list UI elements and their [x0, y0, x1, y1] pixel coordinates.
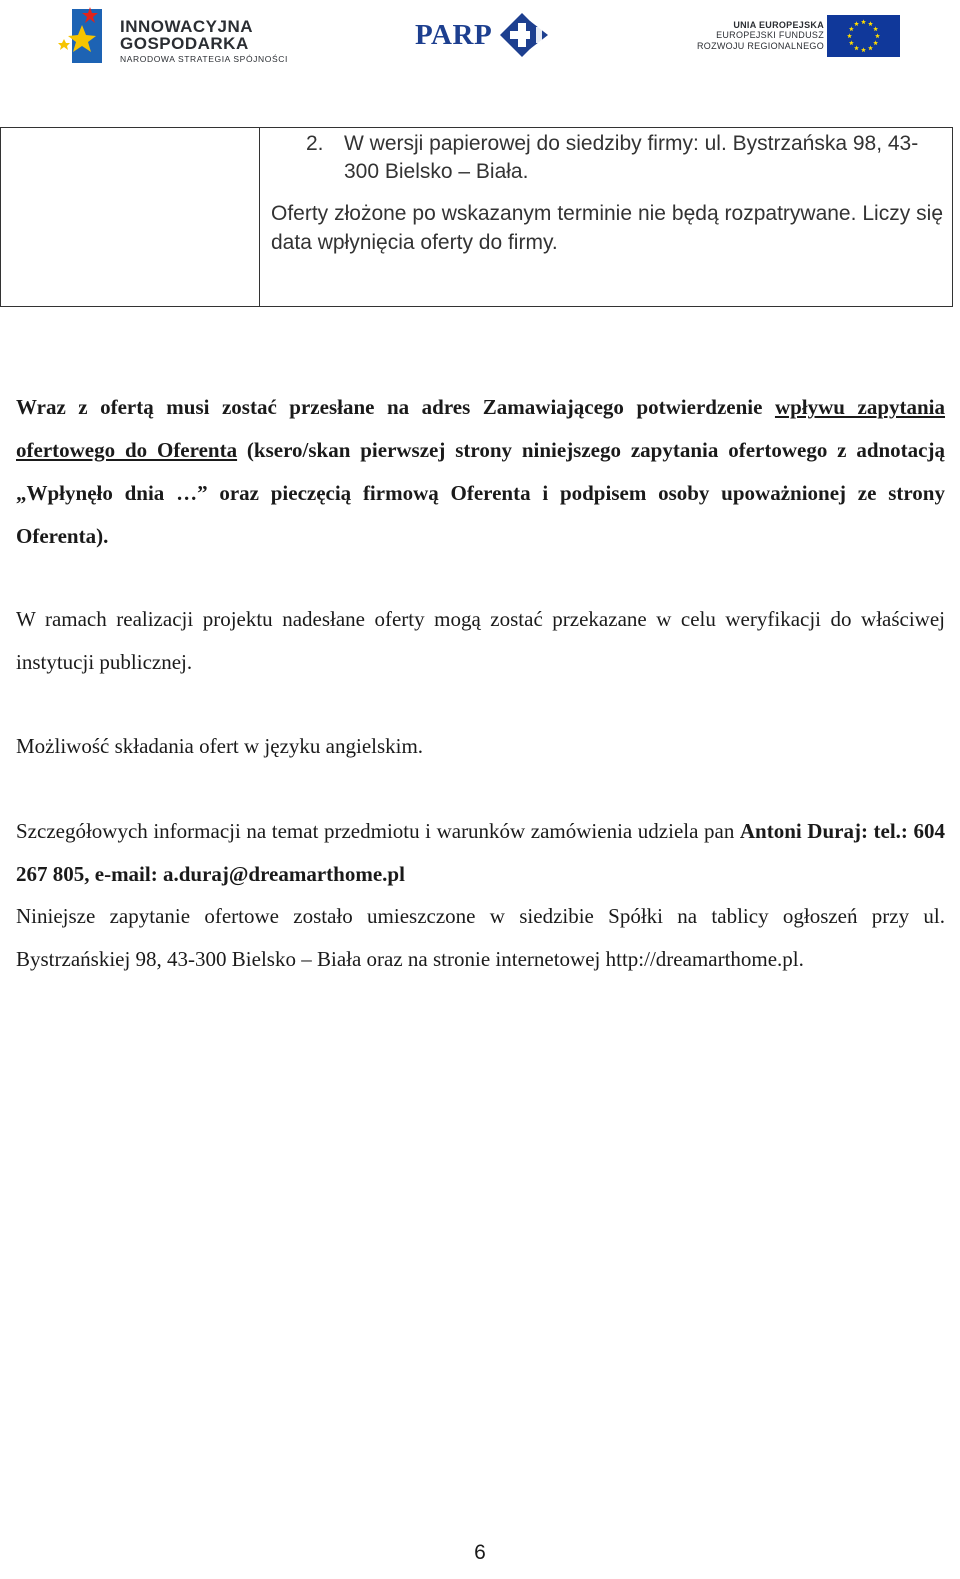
page-number: 6 [474, 1541, 486, 1564]
innowacyjna-gospodarka-star-icon [58, 5, 118, 67]
logo-line-2: GOSPODARKA [120, 34, 249, 53]
logo-subline: NARODOWA STRATEGIA SPÓJNOŚCI [120, 54, 288, 64]
paragraph-contact [16, 810, 945, 896]
contact-details: Antoni Duraj: tel.: 604 267 805, e-mail: a.duraj@dreamarthome.pl [16, 819, 945, 886]
logo-line-1: INNOWACYJNA [120, 17, 254, 36]
paragraph-language: Możliwość składania ofert w języku angielskim. [16, 734, 424, 758]
ue-logo-line-1: UNIA EUROPEJSKA [733, 20, 824, 30]
innowacyjna-gospodarka-logo [58, 5, 288, 67]
ue-logo-line-3: ROZWOJU REGIONALNEGO [696, 40, 824, 51]
table-empty-cell [1, 128, 260, 306]
paragraph-verification: W ramach realizacji projektu nadesłane oferty mogą zostać przekazane w celu weryfikacji do właściwej instytucji publicznej. [16, 607, 945, 674]
paragraph-text: (ksero/skan pierwszej strony niniejszego zapytania ofertowego z adnotacją „Wpłynęło dnia …” oraz pieczęcią firmową Oferenta i podpisem osoby upoważnionej ze strony Oferenta). [16, 438, 945, 548]
list-item-text: W wersji papierowej do siedziby firmy: ul. Bystrzańska 98, 43-300 Bielsko – Biała. [344, 132, 919, 183]
list-item-number: 2. [306, 132, 324, 155]
parp-arrow-icon [500, 13, 550, 57]
paragraph-text: Wraz z ofertą musi zostać przesłane na adres Zamawiającego potwierdzenie [16, 395, 775, 419]
table-note: Oferty złożone po wskazanym terminie nie będą rozpatrywane. Liczy się data wpłynięcia oferty do firmy. [271, 202, 943, 254]
ue-logo-line-2: EUROPEJSKI FUNDUSZ [716, 30, 824, 41]
paragraph-confirmation [16, 386, 945, 558]
ue-efrr-logo [696, 15, 906, 59]
eu-flag-icon [827, 15, 900, 57]
paragraph-text: Szczegółowych informacji na temat przedmiotu i warunków zamówienia udziela pan [16, 819, 740, 843]
paragraph-publication: Niniejsze zapytanie ofertowe zostało umieszczone w siedzibie Spółki na tablicy ogłoszeń przy ul. Bystrzańskiej 98, 43-300 Bielsko – Biała oraz na stronie internetowej http://dreamarthome.pl. [16, 904, 945, 971]
parp-logo [415, 13, 555, 57]
underlined-text: wpływu zapytania ofertowego do Oferenta [16, 395, 946, 462]
parp-logo-text: PARP [415, 19, 493, 51]
